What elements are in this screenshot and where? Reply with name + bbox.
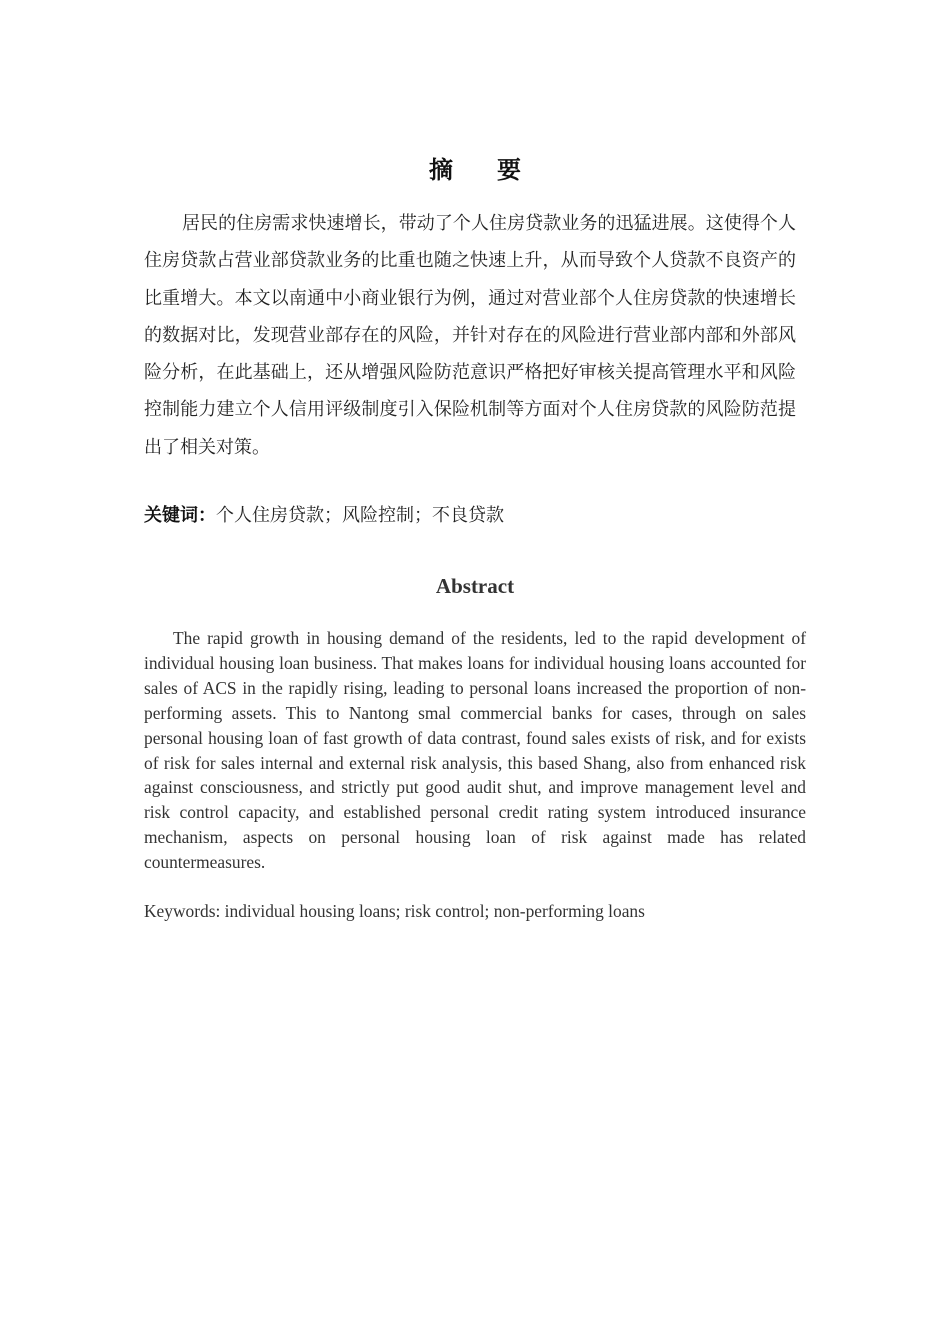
chinese-keywords-label: 关键词： bbox=[144, 505, 216, 526]
english-abstract-title: Abstract bbox=[435, 574, 515, 598]
chinese-keywords-text: 个人住房贷款；风险控制；不良贷款 bbox=[216, 505, 504, 526]
chinese-abstract-title: 摘要 bbox=[429, 155, 565, 184]
chinese-abstract-body: 居民的住房需求快速增长，带动了个人住房贷款业务的迅猛进展。这使得个人住房贷款占营业部贷款业务的比重也随之快速上升，从而导致个人贷款不良资产的比重增大。本文以南通中小商业银行为例，通过对营业部个人住房贷款的快速增长的数据对比，发现营业部存在的风险，并针对存在的风险进行营业部内部和外部风险分析，在此基础上，还从增强风险防范意识严格把好审核关提高管理水平和风险控制能力建立个人信用评级制度引入保险机制等方面对个人住房贷款的风险防范提出了相关对策。 bbox=[144, 213, 796, 458]
english-abstract-body: The rapid growth in housing demand of the residents, led to the rapid development of individual housing loan business. That makes loans for individual housing loans accounted for sales of ACS in the rapidly rising, leading to personal loans increased the proportion of non-performing assets. This to Nantong smal commercial banks for cases, through on sales personal housing loan of fast growth of data contrast, found sales exists of risk, and for exists of risk for sales internal and external risk analysis, this based Shang, also from enhanced risk against consciousness, and strictly put good audit shut, and improve management level and risk control capacity, and established personal credit rating system introduced insurance mechanism, aspects on personal housing loan of risk against made has related countermeasures. bbox=[144, 628, 806, 873]
english-keywords: Keywords: individual housing loans; risk control; non-performing loans bbox=[144, 901, 645, 921]
chinese-keywords bbox=[144, 502, 796, 530]
